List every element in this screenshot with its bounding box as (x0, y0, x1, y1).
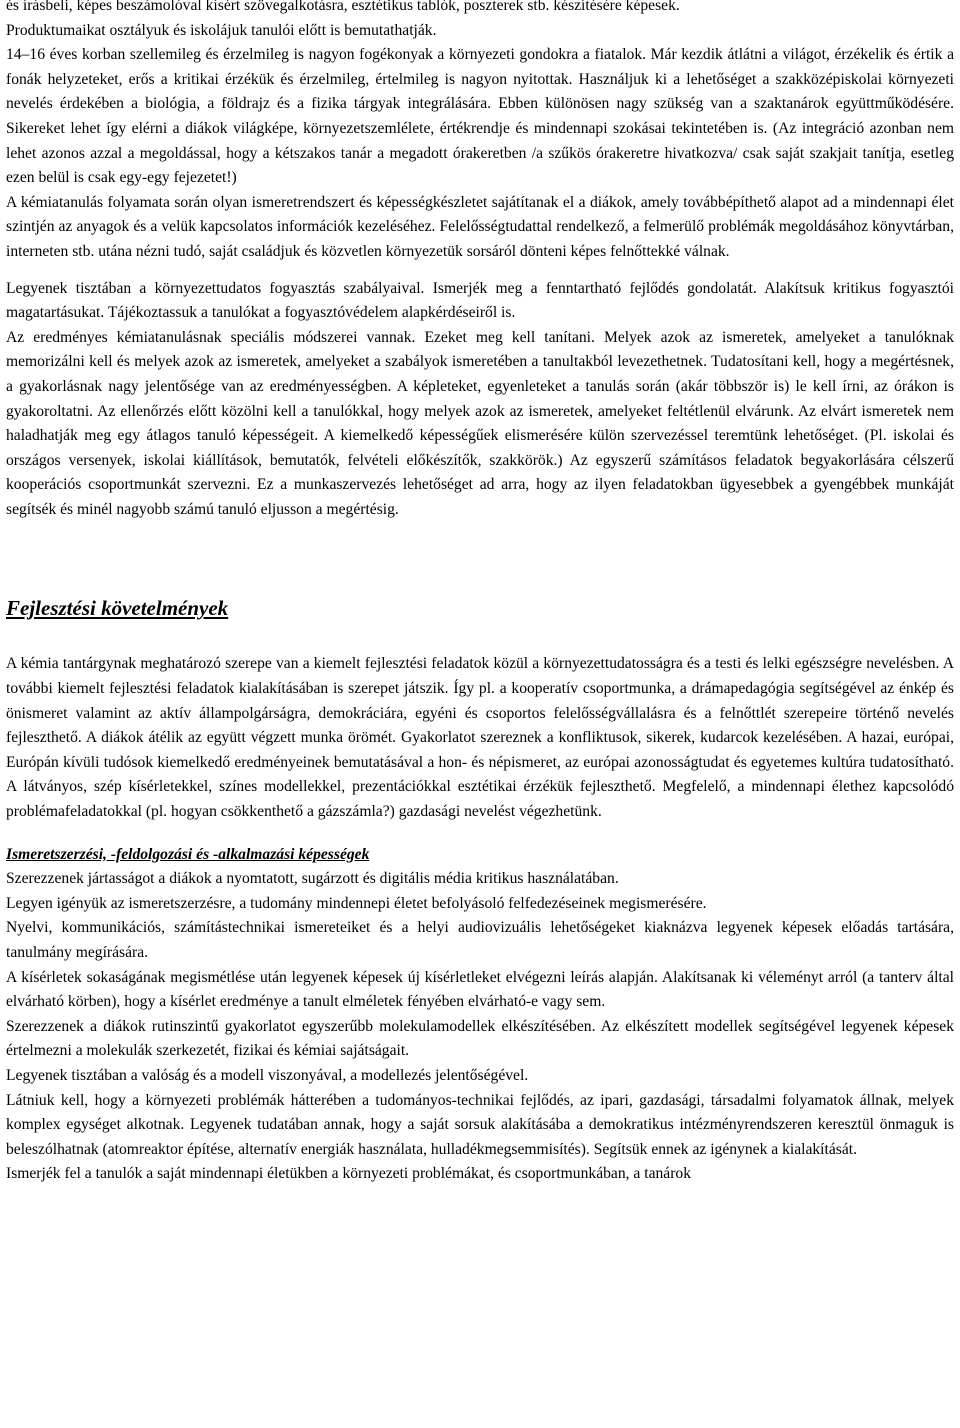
subsection-heading: Ismeretszerzési, -feldolgozási és -alkalmazási képességek (6, 845, 370, 863)
subsection-paragraph-3: Nyelvi, kommunikációs, számítástechnikai ismereteiket és a helyi audiovizuális lehetőségeket kiaknázva legyenek képesek előadás tartására, tanulmány megírására. (6, 919, 954, 961)
intro-paragraph-4: Az eredményes kémiatanulásnak speciális módszerei vannak. Ezeket meg kell tanítani. Melyek azok az ismeretek, amelyeket a tanulóknak memorizálni kell és melyek azok az ismeretek, amelyeket a szabályok ismeretében a tanultakból levezethetnek. Tudatosítani kell, hogy a megértésnek, a gyakorlásnak nagy jelentősége van az eredményességben. A képleteket, egyenleteket a tanulás során (akár többször is) le kell írni, az órákon is gyakoroltatni. Az ellenőrzés előtt közölni kell a tanulókkal, hogy melyek azok az ismeretek, amelyeket feltétlenül elvárunk. Az elvárt ismeretek nem haladhatják meg egy átlagos tanuló képességeit. A kiemelkedő képességűek elismerésére külön szervezéssel teremtünk lehetőséget. (Pl. iskolai és országos versenyek, iskolai kiállítások, bemutatók, felvételi előkészítők, szakkörök.) Az egyszerű számításos feladatok begyakorlására célszerű kooperációs csoportmunkát szervezni. Ez a munkaszervezés lehetőséget ad arra, hogy az ilyen feladatokban ügyesebbek a gyengébbek munkáját segítsék és minél nagyobb számú tanuló eljusson a megértésig. (6, 328, 954, 518)
section-paragraph-1: A kémia tantárgynak meghatározó szerepe van a kiemelt fejlesztési feladatok közül a környezettudatosságra és a testi és lelki egészségre nevelésben. A további kiemelt fejlesztési feladatok kialakításában is szerepet játszik. Így pl. a kooperatív csoportmunka, a drámapedagógia segítségével az énkép és önismeret valamint az aktív állampolgárságra, demokráciára, egyéni és csoportos felelősségvállalásra és a felnőttlét szerepeire történő nevelés fejleszthető. A diákok átélik az együtt végzett munka örömét. Gyakorlatot szereznek a konfliktusok, sikerek, kudarcok kezelésében. A hazai, európai, Európán kívüli tudósok kiemelkedő eredményeinek bemutatásával a hon- és népismeret, az európai azonosságtudat és egyetemes kultúra tudatosítható. A látványos, szép kísérletekkel, színes modellekkel, prezentációkkal esztétikai érzékük fejleszthető. Megfelelő, a mindennapi élethez kapcsolódó problémafeladatokkal (pl. hogyan csökkenthető a gázszámla?) gazdasági nevelést végezhetünk. (6, 655, 954, 821)
subsection-line-1: Szerezzenek jártasságot a diákok a nyomtatott, sugárzott és digitális média kritikus használatában. (6, 870, 619, 888)
subsection-paragraph-8: Ismerjék fel a tanulók a saját mindennapi életükben a környezeti problémákat, és csoportmunkában, a tanárok (6, 1165, 692, 1183)
intro-paragraph-2: A kémiatanulás folyamata során olyan ismeretrendszert és képességkészletet sajátítanak el a diákok, amely továbbépíthető alapot ad a mindennapi élet szintjén az anyagok és a velük kapcsolatos információk kezeléséhez. Felelősségtudattal rendelkező, a felmerülő problémák megoldásához könyvtárban, interneten stb. utána nézni tudó, saját családjuk és közvetlen környezetük sorsáról dönteni képes felnőttekké válnak. (6, 193, 954, 260)
spacer (6, 522, 954, 594)
subsection-line-2: Legyen igényük az ismeretszerzésre, a tudomány mindennepi életet befolyásoló felfedezéseinek megismerésére. (6, 894, 707, 912)
document-page (6, 0, 954, 1187)
subsection-paragraph-4: A kísérletek sokaságának megismétlése után legyenek képesek új kísérletleket elvégezni leírás alapján. Alakítsanak ki véleményt arról (a tanterv által elvárható körben), hogy a kísérlet eredménye a tanult elméletek fényében elvárható-e vagy sem. (6, 968, 954, 1011)
section-heading: Fejlesztési követelmények (6, 596, 229, 621)
spacer (6, 825, 954, 843)
spacer (6, 622, 954, 652)
spacer (6, 265, 954, 277)
intro-line-1: és írásbeli, képes beszámolóval kísért szövegalkotásra, esztétikus tablók, poszterek stb. készítésére képesek. (6, 0, 680, 14)
intro-paragraph-1: 14–16 éves korban szellemileg és érzelmileg is nagyon fogékonyak a környezeti gondokra a fiatalok. Már kezdik átlátni a világot, érzékelik és értik a fonák helyzeteket, erős a kritikai érzékük és érzelmileg, értelmileg is nagyon nyitottak. Használjuk ki a lehetőséget a szakközépiskolai környezeti nevelés érdekében a biológia, a földrajz és a fizika tárgyak integrálására. Ebben különösen nagy szükség van a szaktanárok együttműködésére. Sikereket lehet így elérni a diákok világképe, környezetszemlélete, értékrendje és mindennapi szokásai tekintetében is. (Az integráció azonban nem lehet azonos azzal a megoldással, hogy a kétszakos tanár a megadott órakeretben /a szűkös órakeretre hivatkozva/ csak saját szakjait tanítja, esetleg ezen belül is csak egy-egy fejezetet!) (6, 46, 954, 187)
subsection-paragraph-5: Szerezzenek a diákok rutinszintű gyakorlatot egyszerűbb molekulamodellek elkészítésében. Az elkészített modellek segítségével legyenek képesek értelmezni a molekulák szerkezetét, fizikai és kémiai sajátságait. (6, 1017, 954, 1060)
subsection-line-6: Legyenek tisztában a valóság és a modell viszonyával, a modellezés jelentőségével. (6, 1066, 529, 1084)
subsection-paragraph-7: Látniuk kell, hogy a környezeti problémák hátterében a tudományos-technikai fejlődés, az ipari, gazdasági, társadalmi folyamatok állnak, melyek komplex egységet alkotnak. Legyenek tudatában annak, hogy a saját sorsuk alakításába a demokratikus intézményrendszeren keresztül önmaguk is beleszólhatnak (atomreaktor építése, alternatív energiák használata, hulladékmegsemmisítés). Segítsük ennek az igénynek a kialakítását. (6, 1091, 954, 1158)
intro-line-2: Produktumaikat osztályuk és iskolájuk tanulói előtt is bemutathatják. (6, 21, 437, 39)
intro-paragraph-3: Legyenek tisztában a környezettudatos fogyasztás szabályaival. Ismerjék meg a fenntartható fejlődés gondolatát. Alakítsuk kritikus fogyasztói magatartásukat. Tájékoztassuk a tanulókat a fogyasztóvédelem alapkérdéseiről is. (6, 279, 954, 322)
